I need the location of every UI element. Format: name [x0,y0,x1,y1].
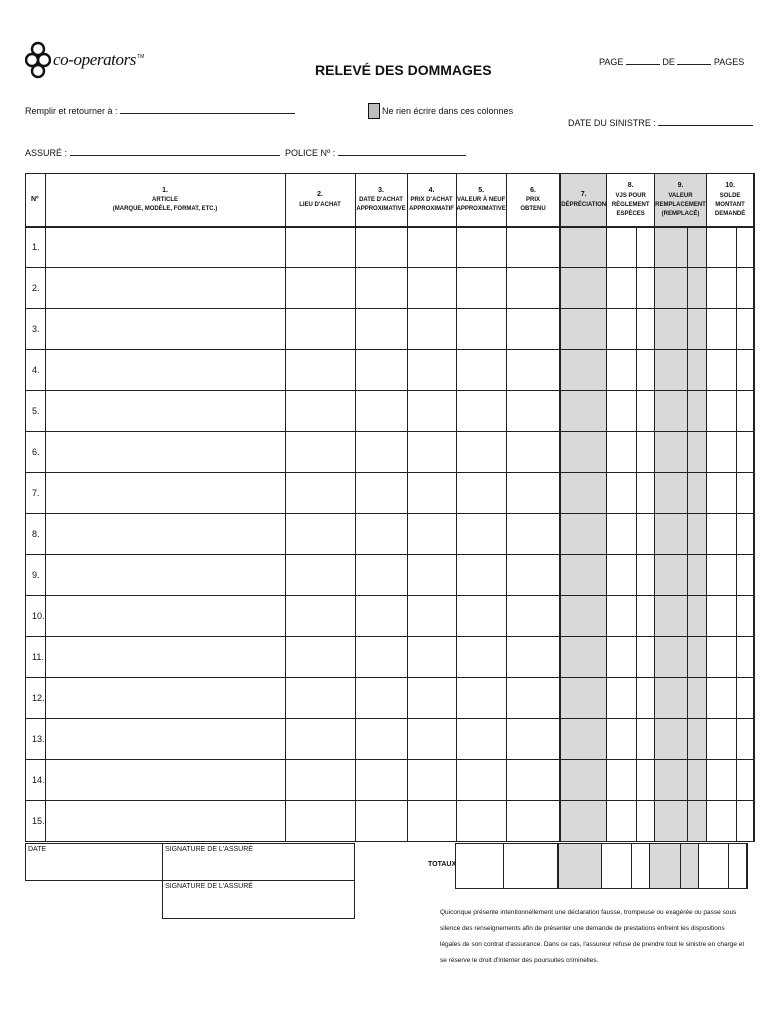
replacement-value-cell [655,473,688,514]
depreciation-cell [560,514,606,555]
date-box[interactable] [25,843,163,881]
purchase-price-cell[interactable] [407,473,456,514]
obtained-price-cell[interactable] [506,760,560,801]
total-depreciation [558,844,602,889]
purchase-place-cell[interactable] [285,473,355,514]
replacement-value-cell [655,596,688,637]
depreciation-cell [560,637,606,678]
cash-value-cell [607,514,637,555]
replacement-value-cell [655,268,688,309]
page-counter [599,55,744,67]
purchase-place-cell[interactable] [285,268,355,309]
article-cell[interactable] [45,432,285,473]
balance-cell [706,760,736,801]
article-cell[interactable] [45,719,285,760]
balance-cell [706,514,736,555]
row-number: 8. [26,514,46,555]
row-number: 13. [26,719,46,760]
new-value-cell[interactable] [456,555,506,596]
obtained-price-cell[interactable] [506,432,560,473]
col-header-no: Nº [26,174,46,227]
replacement-value-cents-cell [687,227,706,268]
purchase-price-cell[interactable] [407,760,456,801]
depreciation-cell [560,719,606,760]
balance-cents-cell [736,801,754,842]
insured-label: ASSURÉ : [25,148,68,158]
replacement-value-cents-cell [687,514,706,555]
col-header-new-value: 5. VALEUR À NEUF APPROXIMATIVE [456,174,506,227]
new-value-cell[interactable] [456,514,506,555]
new-value-cell[interactable] [456,760,506,801]
row-number: 9. [26,555,46,596]
signature-label-1: SIGNATURE DE L'ASSURÉ [165,846,253,853]
cash-value-cell [607,432,637,473]
table-row [26,391,755,432]
replacement-value-cents-cell [687,678,706,719]
depreciation-cell [560,678,606,719]
purchase-price-cell[interactable] [407,514,456,555]
return-address-field[interactable] [120,104,295,114]
return-to [25,104,295,116]
new-value-cell[interactable] [456,391,506,432]
insured [25,146,280,158]
article-cell[interactable] [45,596,285,637]
table-row [26,268,755,309]
totals-label: TOTAUX [428,861,457,868]
table-header-row [26,174,755,227]
replacement-value-cents-cell [687,760,706,801]
obtained-price-cell[interactable] [506,555,560,596]
depreciation-cell [560,596,606,637]
row-number: 4. [26,350,46,391]
new-value-cell[interactable] [456,473,506,514]
new-value-cell[interactable] [456,309,506,350]
article-cell[interactable] [45,309,285,350]
de-label: DE [662,57,675,67]
table-row [26,801,755,842]
row-number: 7. [26,473,46,514]
balance-cell [706,678,736,719]
balance-cell [706,268,736,309]
purchase-date-cell[interactable] [355,432,407,473]
table-row [26,678,755,719]
table-row [26,350,755,391]
table-row [26,227,755,268]
loss-date-label: DATE DU SINISTRE : [568,118,656,128]
purchase-price-cell[interactable] [407,432,456,473]
purchase-place-cell[interactable] [285,555,355,596]
cash-value-cents-cell [637,719,655,760]
balance-cell [706,596,736,637]
new-value-cell[interactable] [456,268,506,309]
replacement-value-cell [655,227,688,268]
balance-cents-cell [736,719,754,760]
balance-cents-cell [736,514,754,555]
purchase-price-cell[interactable] [407,227,456,268]
purchase-place-cell[interactable] [285,637,355,678]
purchase-date-cell[interactable] [355,309,407,350]
cash-value-cell [607,473,637,514]
purchase-place-cell[interactable] [285,432,355,473]
article-cell[interactable] [45,268,285,309]
balance-cents-cell [736,391,754,432]
purchase-place-cell[interactable] [285,678,355,719]
depreciation-cell [560,227,606,268]
total-cash-value [602,844,632,889]
balance-cents-cell [736,432,754,473]
purchase-price-cell[interactable] [407,268,456,309]
logo-trademark: TM [137,54,145,60]
col-header-purchase-price: 4. PRIX D'ACHAT APPROXIMATIF [407,174,456,227]
row-number: 14. [26,760,46,801]
obtained-price-cell[interactable] [506,350,560,391]
col-header-replacement-value: 9. VALEUR REMPLACEMENT (REMPLACÉ) [655,174,707,227]
article-cell[interactable] [45,760,285,801]
purchase-place-cell[interactable] [285,514,355,555]
replacement-value-cell [655,350,688,391]
purchase-price-cell[interactable] [407,637,456,678]
article-cell[interactable] [45,555,285,596]
total-obtained-price[interactable] [504,844,558,889]
cash-value-cell [607,309,637,350]
col-header-depreciation: 7. DÉPRÉCIATION [560,174,606,227]
balance-cents-cell [736,268,754,309]
replacement-value-cents-cell [687,637,706,678]
cash-value-cents-cell [637,227,655,268]
row-number: 3. [26,309,46,350]
cash-value-cents-cell [637,473,655,514]
totals-row [455,843,748,889]
obtained-price-cell[interactable] [506,596,560,637]
cash-value-cell [607,760,637,801]
cash-value-cell [607,391,637,432]
article-cell[interactable] [45,678,285,719]
policy-field[interactable] [338,146,466,156]
balance-cell [706,637,736,678]
purchase-place-cell[interactable] [285,309,355,350]
total-replacement-value [650,844,681,889]
cash-value-cents-cell [637,801,655,842]
replacement-value-cents-cell [687,473,706,514]
purchase-date-cell[interactable] [355,391,407,432]
depreciation-cell [560,432,606,473]
balance-cell [706,350,736,391]
obtained-price-cell[interactable] [506,514,560,555]
replacement-value-cell [655,801,688,842]
replacement-value-cell [655,719,688,760]
loss-date [568,116,753,128]
table-row [26,309,755,350]
purchase-price-cell[interactable] [407,555,456,596]
purchase-price-cell[interactable] [407,678,456,719]
new-value-cell[interactable] [456,432,506,473]
table-row [26,596,755,637]
total-replacement-value-cents [681,844,699,889]
policy [285,146,466,158]
logo-text: co-operators [53,50,137,69]
page-number-field[interactable] [626,55,660,65]
insured-field[interactable] [70,146,280,156]
row-number: 1. [26,227,46,268]
page-label: PAGE [599,57,624,67]
replacement-value-cell [655,432,688,473]
article-cell[interactable] [45,350,285,391]
no-write-label: Ne rien écrire dans ces colonnes [382,106,514,116]
article-cell[interactable] [45,514,285,555]
row-number: 11. [26,637,46,678]
cash-value-cell [607,350,637,391]
purchase-price-cell[interactable] [407,801,456,842]
balance-cents-cell [736,678,754,719]
balance-cell [706,719,736,760]
new-value-cell[interactable] [456,227,506,268]
replacement-value-cell [655,391,688,432]
replacement-value-cents-cell [687,268,706,309]
purchase-price-cell[interactable] [407,350,456,391]
obtained-price-cell[interactable] [506,801,560,842]
replacement-value-cell [655,678,688,719]
replacement-value-cell [655,309,688,350]
purchase-date-cell[interactable] [355,637,407,678]
purchase-place-cell[interactable] [285,801,355,842]
depreciation-cell [560,760,606,801]
article-cell[interactable] [45,473,285,514]
purchase-date-cell[interactable] [355,678,407,719]
obtained-price-cell[interactable] [506,473,560,514]
col-header-purchase-place: 2. LIEU D'ACHAT [285,174,355,227]
purchase-price-cell[interactable] [407,719,456,760]
purchase-date-cell[interactable] [355,473,407,514]
replacement-value-cents-cell [687,596,706,637]
cash-value-cell [607,596,637,637]
total-balance [699,844,729,889]
signature-box-1[interactable] [162,843,355,881]
col-header-obtained-price: 6. PRIX OBTENU [506,174,560,227]
purchase-place-cell[interactable] [285,391,355,432]
balance-cents-cell [736,596,754,637]
new-value-cell[interactable] [456,596,506,637]
replacement-value-cents-cell [687,309,706,350]
replacement-value-cell [655,514,688,555]
obtained-price-cell[interactable] [506,227,560,268]
depreciation-cell [560,391,606,432]
table-row [26,760,755,801]
row-number: 12. [26,678,46,719]
cash-value-cents-cell [637,268,655,309]
obtained-price-cell[interactable] [506,309,560,350]
cash-value-cell [607,555,637,596]
balance-cell [706,391,736,432]
total-balance-cents [729,844,747,889]
obtained-price-cell[interactable] [506,268,560,309]
balance-cents-cell [736,309,754,350]
balance-cell [706,555,736,596]
row-number: 6. [26,432,46,473]
balance-cents-cell [736,760,754,801]
purchase-place-cell[interactable] [285,227,355,268]
article-cell[interactable] [45,391,285,432]
row-number: 10. [26,596,46,637]
article-cell[interactable] [45,227,285,268]
cash-value-cents-cell [637,596,655,637]
balance-cents-cell [736,350,754,391]
purchase-date-cell[interactable] [355,719,407,760]
replacement-value-cell [655,637,688,678]
cash-value-cents-cell [637,350,655,391]
cash-value-cell [607,637,637,678]
purchase-price-cell[interactable] [407,391,456,432]
purchase-date-cell[interactable] [355,227,407,268]
purchase-date-cell[interactable] [355,514,407,555]
balance-cell [706,227,736,268]
new-value-cell[interactable] [456,678,506,719]
purchase-place-cell[interactable] [285,596,355,637]
depreciation-cell [560,555,606,596]
col-header-cash-value: 8. VJS POUR RÈGLEMENT ESPÈCES [607,174,655,227]
purchase-date-cell[interactable] [355,596,407,637]
signature-label-2: SIGNATURE DE L'ASSURÉ [165,883,253,890]
total-cash-value-cents [632,844,650,889]
article-cell[interactable] [45,637,285,678]
purchase-date-cell[interactable] [355,801,407,842]
row-number: 15. [26,801,46,842]
balance-cents-cell [736,473,754,514]
table-row [26,514,755,555]
table-row [26,555,755,596]
cash-value-cents-cell [637,514,655,555]
depreciation-cell [560,350,606,391]
replacement-value-cents-cell [687,555,706,596]
depreciation-cell [560,801,606,842]
balance-cell [706,473,736,514]
replacement-value-cents-cell [687,350,706,391]
cash-value-cell [607,678,637,719]
new-value-cell[interactable] [456,719,506,760]
shaded-legend-box [368,103,380,119]
disclaimer-text: Quiconque présente intentionnellement une déclaration fausse, trompeuse ou exagérée ou passe sous silence des renseignements afin de présenter une demande de prestations enfreint les dispositions légales de son contrat d'assurance. Dans ce cas, l'assureur refuse de prendre tout le sinistre en charge et se réserve le droit d'intenter des poursuites criminelles. [440,909,745,964]
signature-box-2[interactable] [162,880,355,919]
cash-value-cell [607,227,637,268]
company-logo [25,40,144,80]
purchase-price-cell[interactable] [407,309,456,350]
logo-icon [25,41,51,79]
replacement-value-cents-cell [687,432,706,473]
obtained-price-cell[interactable] [506,637,560,678]
replacement-value-cents-cell [687,801,706,842]
damages-table [25,173,755,842]
purchase-date-cell[interactable] [355,350,407,391]
cash-value-cents-cell [637,391,655,432]
cash-value-cell [607,719,637,760]
purchase-place-cell[interactable] [285,760,355,801]
balance-cell [706,432,736,473]
replacement-value-cents-cell [687,391,706,432]
article-cell[interactable] [45,801,285,842]
obtained-price-cell[interactable] [506,678,560,719]
total-new-value[interactable] [456,844,504,889]
replacement-value-cents-cell [687,719,706,760]
return-label: Remplir et retourner à : [25,106,118,116]
table-row [26,473,755,514]
form-title: RELEVÉ DES DOMMAGES [315,62,492,78]
col-header-balance: 10. SOLDE MONTANT DEMANDÉ [706,174,754,227]
balance-cell [706,801,736,842]
replacement-value-cell [655,555,688,596]
cash-value-cell [607,801,637,842]
obtained-price-cell[interactable] [506,391,560,432]
cash-value-cents-cell [637,555,655,596]
purchase-date-cell[interactable] [355,268,407,309]
row-number: 5. [26,391,46,432]
policy-label: POLICE Nº : [285,148,336,158]
cash-value-cents-cell [637,678,655,719]
cash-value-cents-cell [637,637,655,678]
date-label: DATE [28,846,47,853]
cash-value-cents-cell [637,760,655,801]
obtained-price-cell[interactable] [506,719,560,760]
row-number: 2. [26,268,46,309]
loss-date-field[interactable] [658,116,753,126]
purchase-place-cell[interactable] [285,719,355,760]
purchase-date-cell[interactable] [355,760,407,801]
purchase-date-cell[interactable] [355,555,407,596]
cash-value-cents-cell [637,309,655,350]
table-row [26,719,755,760]
pages-label: PAGES [713,57,745,67]
balance-cell [706,309,736,350]
balance-cents-cell [736,227,754,268]
new-value-cell[interactable] [456,801,506,842]
depreciation-cell [560,473,606,514]
depreciation-cell [560,268,606,309]
table-row [26,432,755,473]
balance-cents-cell [736,555,754,596]
col-header-article: 1. ARTICLE (MARQUE, MODÈLE, FORMAT, ETC.) [45,174,285,227]
balance-cents-cell [736,637,754,678]
cash-value-cents-cell [637,432,655,473]
depreciation-cell [560,309,606,350]
new-value-cell[interactable] [456,350,506,391]
new-value-cell[interactable] [456,637,506,678]
purchase-place-cell[interactable] [285,350,355,391]
table-row [26,637,755,678]
col-header-purchase-date: 3. DATE D'ACHAT APPROXIMATIVE [355,174,407,227]
replacement-value-cell [655,760,688,801]
cash-value-cell [607,268,637,309]
page-total-field[interactable] [677,55,711,65]
purchase-price-cell[interactable] [407,596,456,637]
